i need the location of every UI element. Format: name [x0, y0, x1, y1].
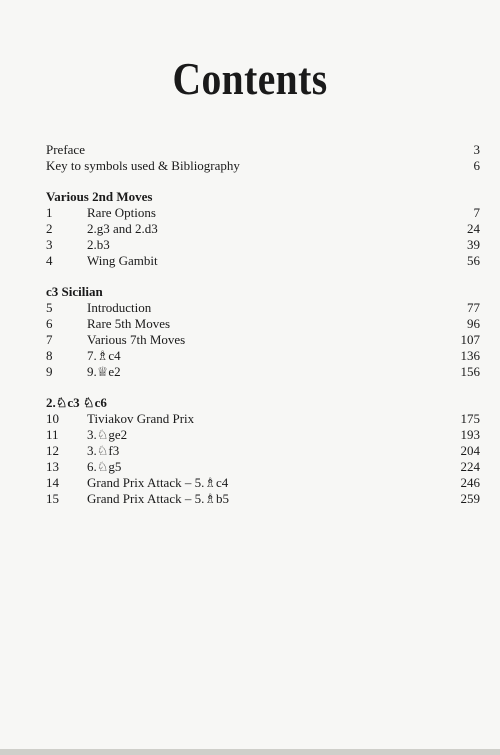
toc-entry — [46, 491, 480, 507]
toc-entry — [46, 364, 480, 380]
chapter-page: 175 — [460, 411, 480, 426]
chapter-page: 24 — [467, 221, 480, 236]
chapter-title: 2.g3 and 2.d3 — [87, 221, 158, 236]
chapter-page: 7 — [473, 205, 480, 220]
chapter-number: 5 — [46, 300, 53, 315]
chapter-number: 11 — [46, 427, 59, 442]
scan-edge — [0, 749, 500, 755]
chapter-title: Wing Gambit — [87, 253, 158, 268]
toc-entry — [46, 221, 480, 237]
entry-title: Key to symbols used & Bibliography — [46, 158, 240, 173]
chapter-number: 1 — [46, 205, 53, 220]
toc-entry — [46, 205, 480, 221]
toc-entry — [46, 237, 480, 253]
page-title: Contents — [172, 53, 328, 104]
toc-entry — [46, 443, 480, 459]
chapter-title: 3.♘f3 — [87, 443, 120, 458]
chapter-page: 107 — [460, 332, 480, 347]
section-heading: c3 Sicilian — [46, 284, 103, 299]
table-of-contents — [46, 142, 480, 507]
chapter-title: Rare Options — [87, 205, 156, 220]
chapter-page: 77 — [467, 300, 480, 315]
chapter-number: 13 — [46, 459, 59, 474]
chapter-number: 2 — [46, 221, 53, 236]
chapter-number: 8 — [46, 348, 53, 363]
section-heading: 2.♘c3 ♘c6 — [46, 395, 107, 410]
entry-title: Preface — [46, 142, 85, 157]
toc-entry — [46, 332, 480, 348]
chapter-title: 6.♘g5 — [87, 459, 122, 474]
chapter-number: 7 — [46, 332, 53, 347]
section-heading: Various 2nd Moves — [46, 189, 153, 204]
chapter-title: 7.♗c4 — [87, 348, 121, 363]
toc-entry — [46, 300, 480, 316]
chapter-page: 193 — [460, 427, 480, 442]
chapter-page: 96 — [467, 316, 480, 331]
entry-page: 6 — [473, 158, 480, 173]
chapter-number: 12 — [46, 443, 59, 458]
entry-page: 3 — [473, 142, 480, 157]
chapter-title: 9.♕e2 — [87, 364, 121, 379]
chapter-number: 6 — [46, 316, 53, 331]
toc-entry — [46, 427, 480, 443]
chapter-title: 3.♘ge2 — [87, 427, 128, 442]
toc-entry-preface — [46, 142, 480, 158]
chapter-page: 56 — [467, 253, 480, 268]
chapter-number: 15 — [46, 491, 59, 506]
chapter-page: 246 — [460, 475, 480, 490]
chapter-page: 156 — [460, 364, 480, 379]
chapter-number: 9 — [46, 364, 53, 379]
toc-entry — [46, 348, 480, 364]
chapter-title: Grand Prix Attack – 5.♗b5 — [87, 491, 229, 506]
chapter-page: 259 — [460, 491, 480, 506]
chapter-title: Grand Prix Attack – 5.♗c4 — [87, 475, 229, 490]
chapter-number: 10 — [46, 411, 59, 426]
chapter-number: 14 — [46, 475, 59, 490]
toc-entry — [46, 253, 480, 269]
chapter-title: Various 7th Moves — [87, 332, 186, 347]
chapter-page: 136 — [460, 348, 480, 363]
toc-entry — [46, 459, 480, 475]
toc-entry — [46, 316, 480, 332]
toc-entry — [46, 411, 480, 427]
chapter-title: Introduction — [87, 300, 152, 315]
toc-entry — [46, 475, 480, 491]
chapter-title: Tiviakov Grand Prix — [87, 411, 195, 426]
chapter-title: Rare 5th Moves — [87, 316, 171, 331]
chapter-title: 2.b3 — [87, 237, 110, 252]
chapter-number: 4 — [46, 253, 53, 268]
chapter-page: 224 — [460, 459, 480, 474]
toc-entry-key-to-symbols — [46, 158, 480, 174]
chapter-page: 39 — [467, 237, 480, 252]
chapter-number: 3 — [46, 237, 53, 252]
chapter-page: 204 — [460, 443, 480, 458]
